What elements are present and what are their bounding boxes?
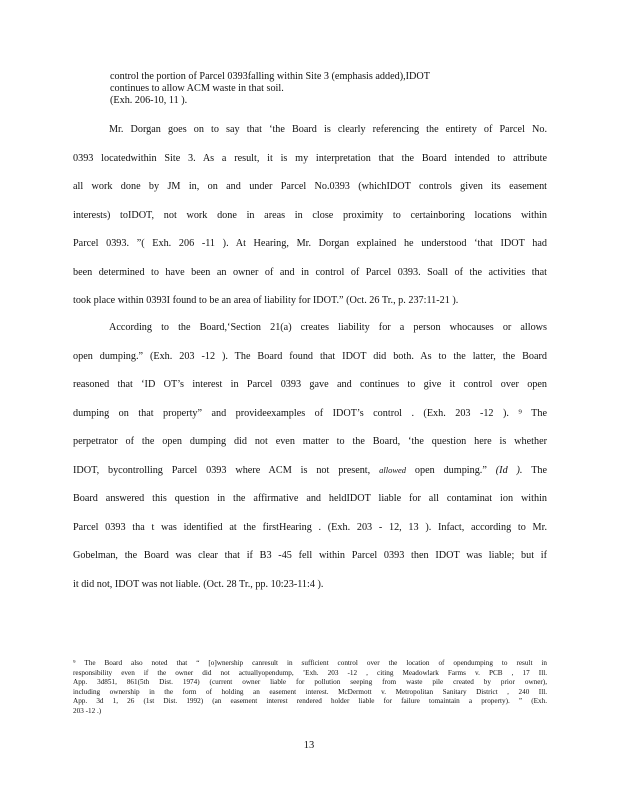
text-line: dumping on that property” and provideexamples of IDOT’s control . (Exh. 203 -12 ). ⁹ The [73, 407, 547, 419]
text-line: 0393 locatedwithin Site 3. As a result, it is my interpretation that the Board intended to attribute [73, 152, 547, 164]
text-segment: open dumping.” [414, 464, 487, 476]
text-line: it did not, IDOT was not liable. (Oct. 28 Tr., pp. 10:23-11:4 ). [73, 578, 324, 590]
text-line: Mr. Dorgan goes on to say that ‘the Board is clearly referencing the entirety of Parcel No. [109, 124, 547, 135]
footnote-line: responsibility even if the owner did not actuallyopendump, ’Exh. 203 -12 , citing Meadowlark Farms v. PCB , 17 Ill. [73, 668, 547, 677]
citation-id: (Id ). [495, 464, 523, 476]
text-line: Parcel 0393. ”( Exh. 206 -11 ). At Hearing, Mr. Dorgan explained he understood ‘that IDOT had [73, 238, 547, 249]
text-line: open dumping.” (Exh. 203 -12 ). The Board found that IDOT did both. As to the latter, the Board [73, 350, 547, 362]
text-line: all work done by JM in, on and under Parcel No.0393 (whichIDOT controls given its easement [73, 181, 547, 192]
footnote-line: App. 3d 1, 26 (1st Dist. 1992) (an easement interest rendered holder liable for failure tomaintain a property). ” (Exh. [73, 697, 547, 706]
footnote-line: ⁹ The Board also noted that “ [o]wnership canresult in sufficient control over the location of opendumping to result in [73, 659, 547, 667]
text-line: According to the Board,‘Section 21(a) creates liability for a person whocauses or allows [109, 322, 547, 333]
text-line: reasoned that ‘ID OT’s interest in Parcel 0393 gave and continues to give it control over open [73, 379, 547, 390]
footnote-line: including ownership in the form of holding an easement interest. McDermott v. Metropolitan Sanitary District , 240 Ill. [73, 687, 547, 696]
paragraph-dorgan [73, 124, 547, 324]
text-segment: The [531, 464, 547, 476]
footnote-line: App. 3d851, 861(5th Dist. 1974) (current owner liable for pollution seeping from waste pile created by prior owner), [73, 678, 547, 687]
text-line-with-italics [73, 465, 547, 494]
block-quote-line: (Exh. 206-10, 11 ). [110, 95, 188, 106]
italic-word: allowed [379, 464, 407, 475]
footnote-line: 203 -12 .) [73, 706, 102, 715]
text-line: interests) toIDOT, not work done in areas in close proximity to certainboring locations within [73, 209, 547, 221]
block-quote-line: continues to allow ACM waste in that soil. [110, 83, 284, 94]
text-line: Parcel 0393 tha t was identified at the firstHearing . (Exh. 203 - 12, 13 ). Infact, according to Mr. [73, 521, 547, 533]
text-line: Board answered this question in the affirmative and heldIDOT liable for all contaminat ion within [73, 493, 547, 504]
text-line: took place within 0393I found to be an area of liability for IDOT.” (Oct. 26 Tr., p. 237:11-21 ). [73, 295, 459, 306]
paragraph-board-section-21a [73, 322, 547, 607]
text-line: perpetrator of the open dumping did not even matter to the Board, ‘the question here is whether [73, 436, 547, 447]
text-segment: IDOT, bycontrolling Parcel 0393 where ACM is not present, [73, 464, 371, 476]
block-quote-line: control the portion of Parcel 0393falling within Site 3 (emphasis added),IDOT [110, 71, 430, 82]
page-number: 13 [303, 740, 315, 751]
text-line: Gobelman, the Board was clear that if B3 -45 fell within Parcel 0393 then IDOT was liable; but if [73, 550, 547, 561]
text-line: been determined to have been an owner of and in control of Parcel 0393. Soall of the activities that [73, 266, 547, 278]
block-quote [110, 71, 510, 107]
footnote-9 [73, 659, 547, 717]
